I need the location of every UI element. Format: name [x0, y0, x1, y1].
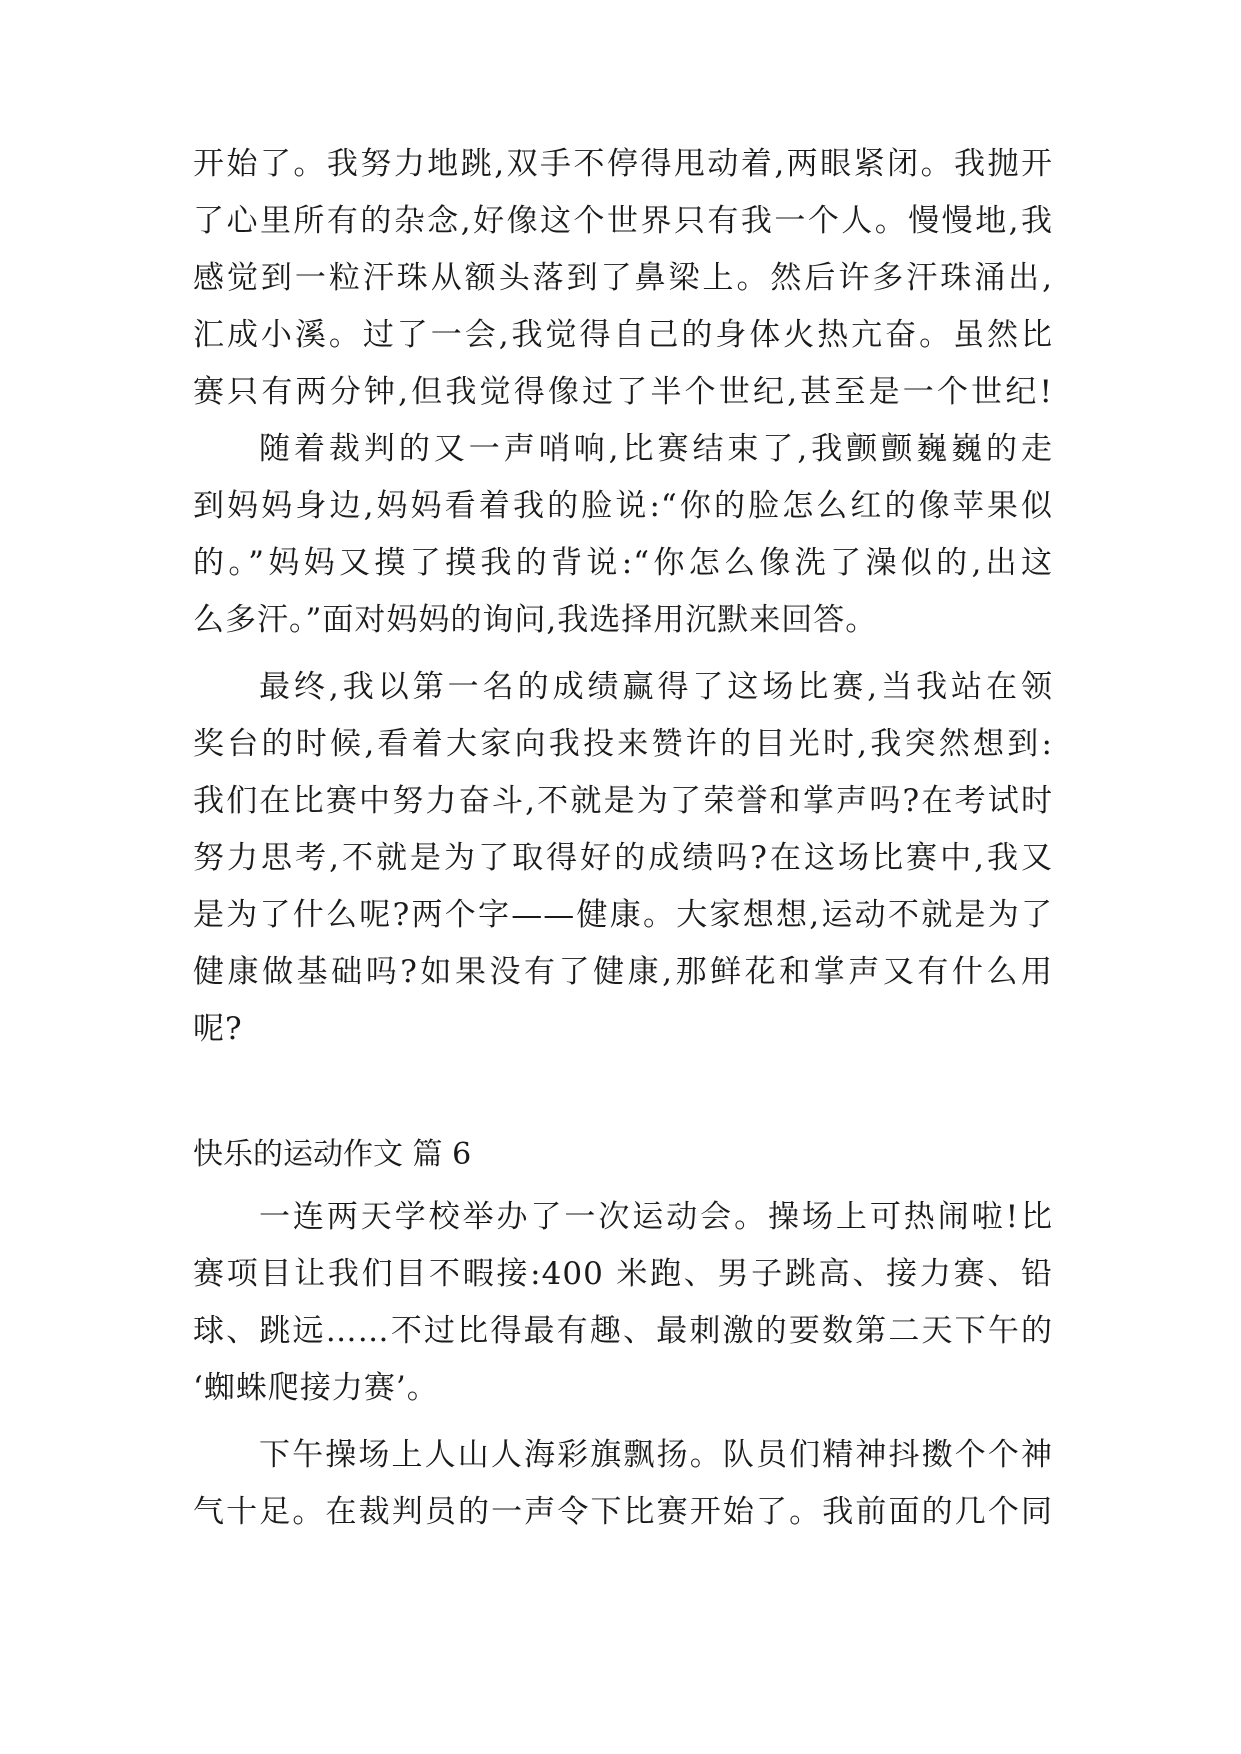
paragraph-line: 开始了。我努力地跳,双手不停得甩动着,两眼紧闭。我抛开	[193, 146, 1053, 182]
paragraph-line: 了心里所有的杂念,好像这个世界只有我一个人。慢慢地,我	[193, 203, 1053, 239]
paragraph-line: 健康做基础吗?如果没有了健康,那鲜花和掌声又有什么用	[193, 954, 1053, 990]
paragraph-line: 最终,我以第一名的成绩赢得了这场比赛,当我站在领	[259, 669, 1053, 705]
paragraph-line: 努力思考,不就是为了取得好的成绩吗?在这场比赛中,我又	[193, 840, 1053, 876]
paragraph-line: 是为了什么呢?两个字——健康。大家想想,运动不就是为了	[193, 897, 1053, 933]
paragraph-line: 我们在比赛中努力奋斗,不就是为了荣誉和掌声吗?在考试时	[193, 783, 1053, 819]
paragraph-line: 赛项目让我们目不暇接:400 米跑、男子跳高、接力赛、铅	[193, 1256, 1053, 1292]
paragraph-line: ‘蜘蛛爬接力赛’。	[193, 1370, 439, 1406]
paragraph-line: 呢?	[193, 1011, 243, 1047]
paragraph-line: 球、跳远……不过比得最有趣、最刺激的要数第二天下午的	[193, 1313, 1053, 1349]
paragraph-line: 感觉到一粒汗珠从额头落到了鼻梁上。然后许多汗珠涌出,	[193, 260, 1053, 296]
paragraph-line: 赛只有两分钟,但我觉得像过了半个世纪,甚至是一个世纪!	[193, 374, 1053, 410]
paragraph-line: 的。”妈妈又摸了摸我的背说:“你怎么像洗了澡似的,出这	[193, 545, 1053, 581]
paragraph-line: 随着裁判的又一声哨响,比赛结束了,我颤颤巍巍的走	[259, 431, 1053, 467]
section-heading: 快乐的运动作文 篇 6	[193, 1137, 472, 1172]
paragraph-line: 汇成小溪。过了一会,我觉得自己的身体火热亢奋。虽然比	[193, 317, 1053, 353]
paragraph-line: 下午操场上人山人海彩旗飘扬。队员们精神抖擞个个神	[259, 1437, 1053, 1473]
paragraph-line: 么多汗。”面对妈妈的询问,我选择用沉默来回答。	[193, 602, 878, 638]
paragraph-line: 奖台的时候,看着大家向我投来赞许的目光时,我突然想到:	[193, 726, 1053, 762]
paragraph-line: 气十足。在裁判员的一声令下比赛开始了。我前面的几个同	[193, 1494, 1053, 1530]
paragraph-line: 到妈妈身边,妈妈看着我的脸说:“你的脸怎么红的像苹果似	[193, 488, 1053, 524]
paragraph-line: 一连两天学校举办了一次运动会。操场上可热闹啦!比	[259, 1199, 1053, 1235]
